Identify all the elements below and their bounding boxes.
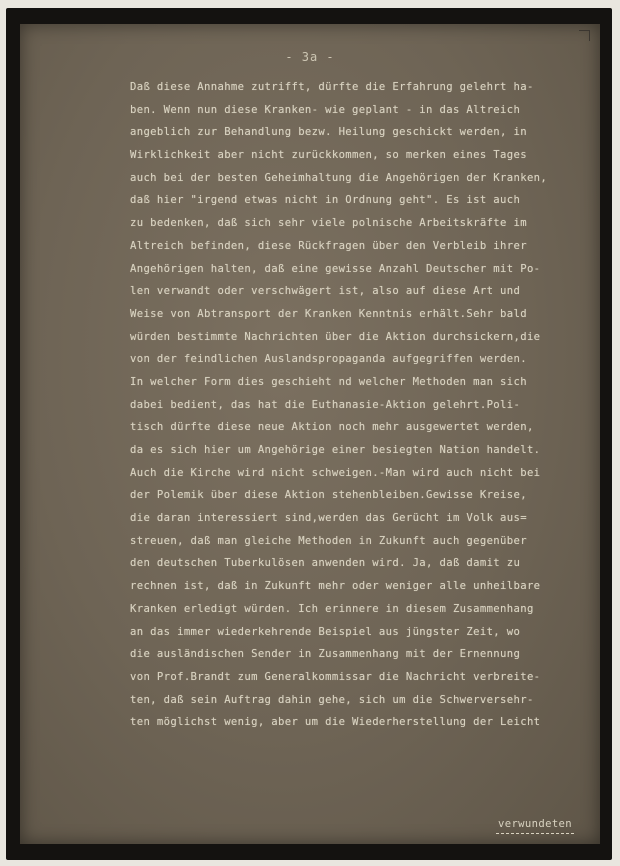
text-line: daß hier "irgend etwas nicht in Ordnung geht". Es ist auch — [130, 194, 521, 207]
text-line: Daß diese Annahme zutrifft, dürfte die Erfahrung gelehrt ha- — [130, 81, 534, 93]
underlined-word: verwundeten — [498, 818, 573, 830]
text-line: da es sich hier um Angehörige einer besiegten Nation handelt. — [130, 444, 541, 456]
page-number: - 3a - — [285, 50, 335, 64]
body-text — [130, 76, 600, 734]
corner-mark — [579, 30, 590, 41]
text-line: die daran interessiert sind,werden das Gerücht im Volk aus= — [130, 512, 527, 525]
text-line: auch bei der besten Geheimhaltung die Angehörigen der Kranken, — [130, 171, 548, 184]
text-line: ten, daß sein Auftrag dahin gehe, sich um die Schwerversehr- — [130, 693, 534, 706]
text-line: streuen, daß man gleiche Methoden in Zukunft auch gegenüber — [130, 534, 527, 547]
text-line: ten möglichst wenig, aber um die Wiederherstellung der Leicht — [130, 716, 541, 729]
text-line: Auch die Kirche wird nicht schweigen.-Man wird auch nicht bei — [130, 466, 541, 479]
text-line: In welcher Form dies geschieht nd welcher Methoden man sich — [130, 375, 527, 388]
text-line: die ausländischen Sender in Zusammenhang mit der Ernennung — [130, 648, 521, 661]
text-line: Kranken erledigt würden. Ich erinnere in diesem Zusammenhang — [130, 602, 534, 615]
text-line: zu bedenken, daß sich sehr viele polnische Arbeitskräfte im — [130, 217, 527, 230]
text-line: len verwandt oder verschwägert ist, also auf diese Art und — [130, 285, 521, 298]
photo-frame — [6, 8, 612, 860]
text-line: von der feindlichen Auslandspropaganda aufgegriffen werden. — [130, 353, 527, 366]
text-line: ben. Wenn nun diese Kranken- wie geplant - in das Altreich — [130, 103, 521, 116]
text-line: an das immer wiederkehrende Beispiel aus jüngster Zeit, wo — [130, 625, 521, 638]
typewritten-page — [20, 24, 600, 844]
text-line: Wirklichkeit aber nicht zurückkommen, so merken eines Tages — [130, 149, 527, 162]
text-line: angeblich zur Behandlung bezw. Heilung geschickt werden, in — [130, 126, 527, 139]
text-line: dabei bedient, das hat die Euthanasie-Aktion gelehrt.Poli- — [130, 398, 521, 411]
text-line: den deutschen Tuberkulösen anwenden wird. Ja, daß damit zu — [130, 557, 521, 570]
text-line: Weise von Abtransport der Kranken Kenntnis erhält.Sehr bald — [130, 307, 527, 320]
text-line: Altreich befinden, diese Rückfragen über den Verbleib ihrer — [130, 239, 527, 252]
text-line: rechnen ist, daß in Zukunft mehr oder weniger alle unheilbare — [130, 580, 541, 593]
text-line: würden bestimmte Nachrichten über die Aktion durchsickern,die — [130, 330, 541, 343]
text-line: tisch dürfte diese neue Aktion noch mehr ausgewertet werden, — [130, 421, 534, 434]
text-line: der Polemik über diese Aktion stehenbleiben.Gewisse Kreise, — [130, 489, 527, 502]
text-line: von Prof.Brandt zum Generalkommissar die Nachricht verbreite- — [130, 670, 541, 683]
text-line: Angehörigen halten, daß eine gewisse Anzahl Deutscher mit Po- — [130, 262, 541, 275]
